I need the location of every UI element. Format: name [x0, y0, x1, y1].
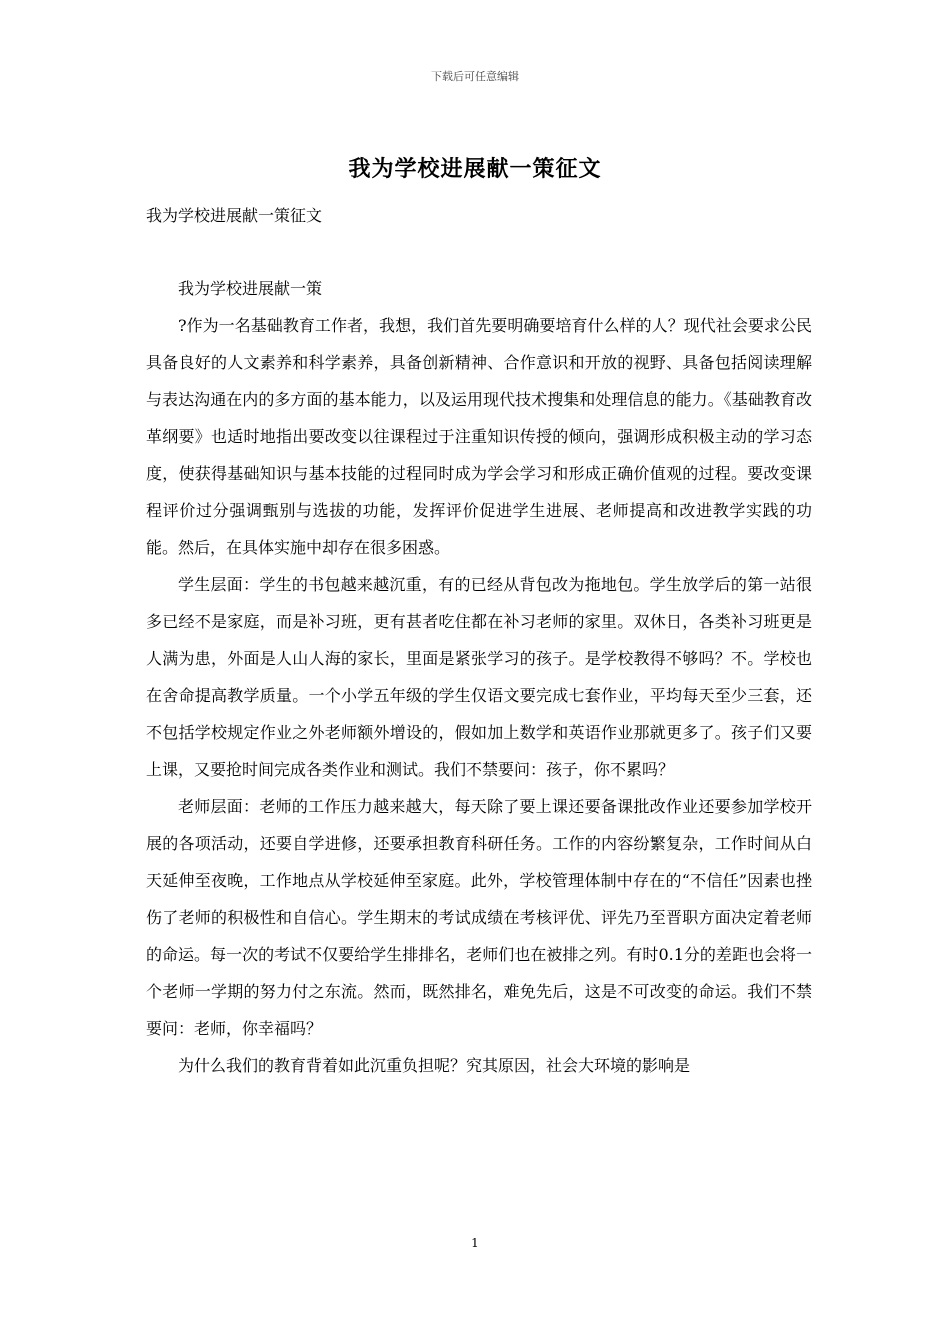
paragraph: 为什么我们的教育背着如此沉重负担呢？究其原因，社会大环境的影响是	[178, 1056, 691, 1075]
header-note: 下载后可任意编辑	[431, 70, 519, 83]
document-title: 我为学校进展献一策征文	[348, 156, 602, 182]
page-number: 1	[471, 1236, 479, 1250]
paragraph-heading: 我为学校进展献一策	[178, 279, 323, 298]
paragraph: 老师层面：老师的工作压力越来越大，每天除了要上课还要备课批改作业还要参加学校开展的各项活动，还要自学进修，还要承担教育科研任务。工作的内容纷繁复杂，工作时间从白天延伸至夜晚，工作地点从学校延伸至家庭。此外，学校管理体制中存在的“不信任”因素也挫伤了老师的积极性和自信心。学生期末的考试成绩在考核评优、评先乃至晋职方面决定着老师的命运。每一次的考试不仅要给学生排排名，老师们也在被排之列。有时0.1分的差距也会将一个老师一学期的努力付之东流。然而，既然排名，难免先后，这是不可改变的命运。我们不禁要问：老师，你幸福吗？	[146, 797, 812, 1038]
paragraph: ?作为一名基础教育工作者，我想，我们首先要明确要培育什么样的人？现代社会要求公民具备良好的人文素养和科学素养，具备创新精神、合作意识和开放的视野、具备包括阅读理解与表达沟通在内的多方面的基本能力，以及运用现代技术搜集和处理信息的能力。《基础教育改革纲要》也适时地指出要改变以往课程过于注重知识传授的倾向，强调形成积极主动的学习态度，使获得基础知识与基本技能的过程同时成为学会学习和形成正确价值观的过程。要改变课程评价过分强调甄别与选拔的功能，发挥评价促进学生进展、老师提高和改进教学实践的功能。然后，在具体实施中却存在很多困惑。	[146, 316, 812, 557]
document-subtitle: 我为学校进展献一策征文	[146, 206, 323, 225]
document-body	[146, 270, 812, 1084]
paragraph: 学生层面：学生的书包越来越沉重，有的已经从背包改为拖地包。学生放学后的第一站很多已经不是家庭，而是补习班，更有甚者吃住都在补习老师的家里。双休日，各类补习班更是人满为患，外面是人山人海的家长，里面是紧张学习的孩子。是学校教得不够吗？不。学校也在舍命提高教学质量。一个小学五年级的学生仅语文要完成七套作业，平均每天至少三套，还不包括学校规定作业之外老师额外增设的，假如加上数学和英语作业那就更多了。孩子们又要上课，又要抢时间完成各类作业和测试。我们不禁要问：孩子，你不累吗？	[146, 575, 812, 779]
